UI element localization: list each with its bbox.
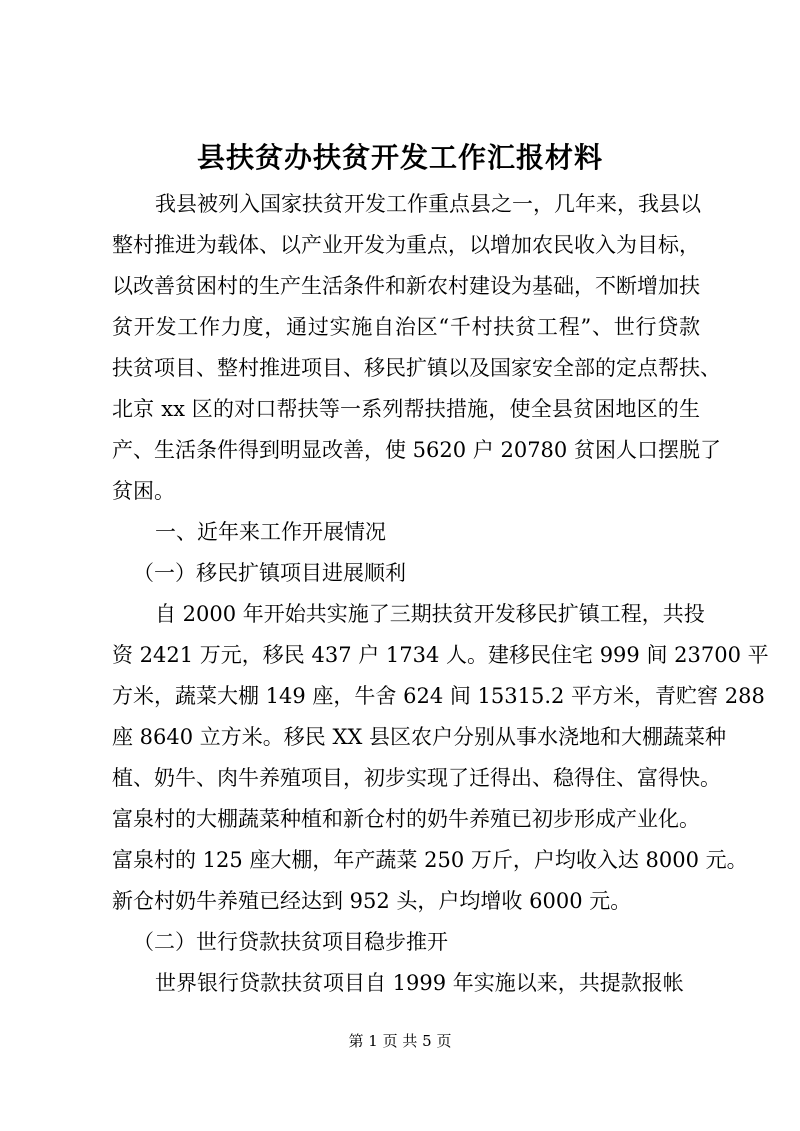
paragraph-line: 自 2000 年开始共实施了三期扶贫开发移民扩镇工程，共投: [155, 602, 705, 626]
paragraph-line: 整村推进为载体、以产业开发为重点，以增加农民收入为目标，: [112, 233, 700, 257]
paragraph-line: 扶贫项目、整村推进项目、移民扩镇以及国家安全部的定点帮扶、: [112, 356, 721, 380]
section-heading: 一、近年来工作开展情况: [155, 520, 386, 544]
page-footer: 第 1 页 共 5 页: [348, 1032, 452, 1050]
paragraph-line: 北京 xx 区的对口帮扶等一系列帮扶措施，使全县贫困地区的生: [112, 397, 700, 421]
subsection-heading: （二）世行贷款扶贫项目稳步推开: [133, 930, 448, 954]
paragraph-line: 方米，蔬菜大棚 149 座，牛舍 624 间 15315.2 平方米，青贮窖 288: [112, 684, 765, 708]
document-title: 县扶贫办扶贫开发工作汇报材料: [196, 141, 603, 174]
paragraph-line: 新仓村奶牛养殖已经达到 952 头，户均增收 6000 元。: [112, 889, 632, 913]
paragraph-line: 贫困。: [112, 479, 175, 503]
paragraph-line: 我县被列入国家扶贫开发工作重点县之一，几年来，我县以: [155, 192, 701, 216]
paragraph-line: 座 8640 立方米。移民 XX 县区农户分别从事水浇地和大棚蔬菜种: [112, 725, 727, 749]
subsection-heading: （一）移民扩镇项目进展顺利: [133, 561, 406, 585]
paragraph-line: 贫开发工作力度，通过实施自治区“千村扶贫工程”、世行贷款: [112, 315, 700, 339]
paragraph-line: 世界银行贷款扶贫项目自 1999 年实施以来，共提款报帐: [155, 971, 684, 995]
paragraph-line: 以改善贫困村的生产生活条件和新农村建设为基础，不断增加扶: [112, 274, 700, 298]
paragraph-line: 资 2421 万元，移民 437 户 1734 人。建移民住宅 999 间 23700 平: [112, 643, 769, 667]
paragraph-line: 富泉村的大棚蔬菜种植和新仓村的奶牛养殖已初步形成产业化。: [112, 807, 700, 831]
paragraph-line: 植、奶牛、肉牛养殖项目，初步实现了迁得出、稳得住、富得快。: [112, 766, 721, 790]
paragraph-line: 产、生活条件得到明显改善，使 5620 户 20780 贫困人口摆脱了: [112, 438, 721, 462]
paragraph-line: 富泉村的 125 座大棚，年产蔬菜 250 万斤，户均收入达 8000 元。: [112, 848, 748, 872]
